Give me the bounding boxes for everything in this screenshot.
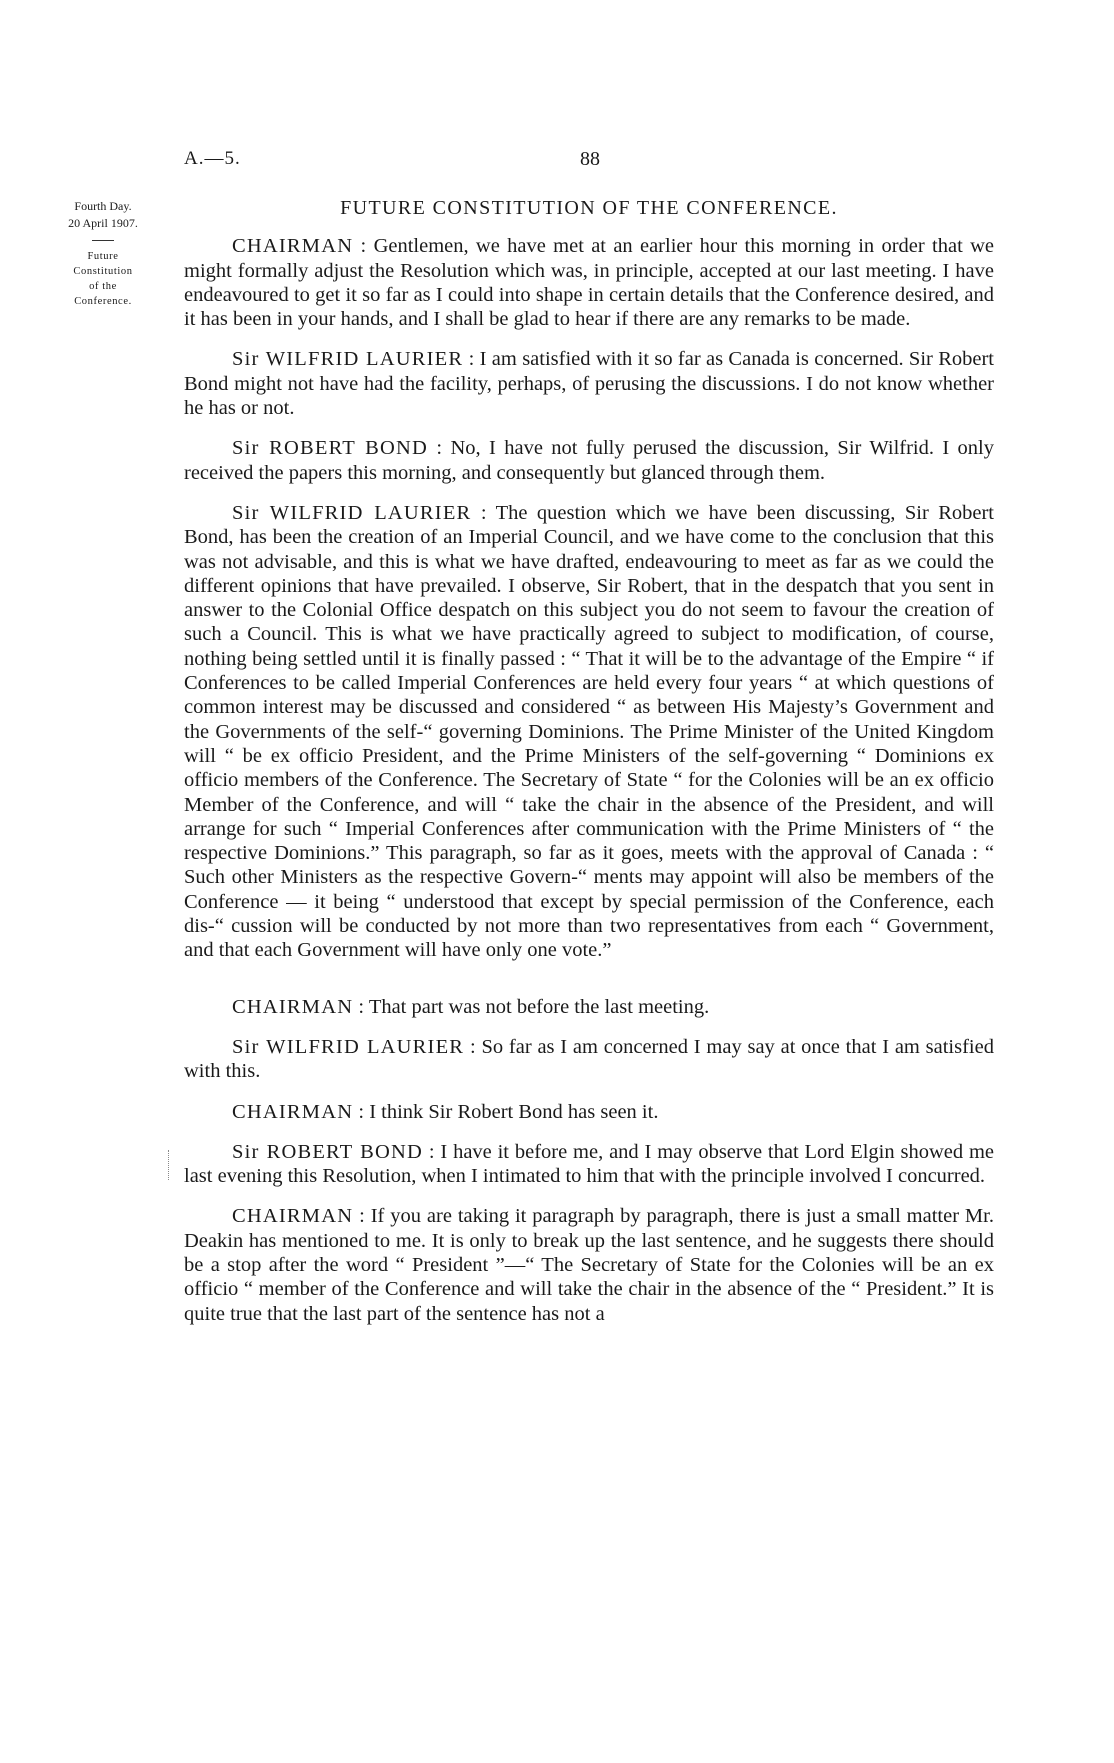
- paragraph-9: [184, 1204, 994, 1325]
- margin-subject-line2: Constitution: [73, 266, 133, 277]
- margin-subject-line3: of the: [89, 281, 117, 292]
- paragraph-1: [184, 234, 994, 331]
- page-body: [184, 196, 994, 1342]
- paragraph-text: The question which we have been discussing, Sir Robert Bond, has been the creation of an Imperial Council, and we have come to the conclusion that this was not advisable, and this is what we have drafted, endeavouring to meet as far as we could the different opinions that have prevailed. I observe, Sir Robert, that in the despatch that you sent in answer to the Colonial Office despatch on this subject you do not seem to favour the creation of such a Council. This is what we have practically agreed to subject to modification, of course, nothing being settled until it is finally passed : “ That it will be to the advantage of the Empire “ if Conferences to be called Imperial Conferences are held every four years “ at which questions of common interest may be discussed and considered “ as between His Majesty’s Government and the Governments of the self-“ governing Dominions. The Prime Minister of the United Kingdom will “ be ex officio President, and the Prime Ministers of the self-governing “ Dominions ex officio members of the Conference. The Secretary of State “ for the Colonies will be an ex officio Member of the Conference, and will “ take the chair in the absence of the President, and will arrange for such “ Imperial Conferences after communication with the Prime Ministers of “ the respective Dominions.” This paragraph, so far as it goes, meets with the approval of Canada : “ Such other Ministers as the respective Govern-“ ments may appoint will also be members of the Conference — it being “ understood that except by special permission of the Conference, each dis-“ cussion will be conducted by not more than two representatives from each “ Government, and that each Government will have only one vote.”: [184, 501, 994, 962]
- paragraph-7: [184, 1100, 994, 1124]
- paragraph-2: [184, 347, 994, 420]
- margin-subject-line4: Conference.: [74, 296, 132, 307]
- margin-divider: [92, 240, 114, 241]
- paragraph-3: [184, 436, 994, 485]
- paragraph-5: [184, 995, 994, 1019]
- speaker-separator: :: [353, 995, 369, 1018]
- margin-date: 20 April 1907.: [68, 216, 138, 230]
- paragraph-text: So far as I am concerned I may say at once that I am satisfied with this.: [184, 1035, 994, 1083]
- margin-day: Fourth Day.: [74, 199, 132, 213]
- speaker-separator: :: [463, 348, 480, 371]
- document-reference: A.—5.: [184, 148, 241, 169]
- paragraph-6: [184, 1035, 994, 1084]
- speaker-name: CHAIRMAN: [232, 995, 354, 1018]
- paragraph-text: I have it before me, and I may observe that Lord Elgin showed me last evening this Resolution, when I intimated to him that with the principle involved I concurred.: [184, 1140, 995, 1188]
- speaker-separator: :: [353, 1205, 371, 1228]
- page-number: 88: [580, 148, 600, 170]
- paragraph-text: Gentlemen, we have met at an earlier hour this morning in order that we might formally adjust the Resolution which was, in principle, accepted at our last meeting. I have endeavoured to get it so far as I could into shape in certain details that the Conference desired, and it has been in your hands, and I shall be glad to hear if there are any remarks to be made.: [184, 235, 994, 331]
- speaker-name: Sir ROBERT BOND: [232, 1140, 423, 1163]
- paragraph-text: I am satisfied with it so far as Canada is concerned. Sir Robert Bond might not have had the facility, perhaps, of perusing the discussions. I do not know whether he has or not.: [184, 348, 994, 420]
- speaker-separator: :: [428, 437, 451, 460]
- speaker-name: Sir ROBERT BOND: [232, 437, 429, 460]
- speaker-separator: :: [353, 235, 374, 258]
- speaker-name: Sir WILFRID LAURIER: [232, 348, 464, 371]
- speaker-name: CHAIRMAN: [232, 1205, 354, 1228]
- margin-note: [28, 198, 178, 309]
- paragraph-4: [184, 501, 994, 963]
- section-title: FUTURE CONSTITUTION OF THE CONFERENCE.: [340, 197, 838, 219]
- speaker-name: CHAIRMAN: [232, 235, 354, 258]
- speaker-separator: :: [422, 1140, 441, 1163]
- speaker-name: Sir WILFRID LAURIER: [232, 1035, 465, 1058]
- speaker-name: Sir WILFRID LAURIER: [232, 501, 472, 524]
- speaker-separator: :: [464, 1035, 482, 1058]
- speaker-separator: :: [471, 501, 496, 524]
- paragraph-text: If you are taking it paragraph by paragraph, there is just a small matter Mr. Deakin has mentioned to me. It is only to break up the last sentence, and he suggests there should be a stop after the word “ President ”—“ The Secretary of State for the Colonies will be an ex officio “ member of the Conference and will take the chair in the absence of the “ President.” It is quite true that the last part of the sentence has not a: [184, 1205, 994, 1325]
- margin-rule: [168, 1150, 170, 1180]
- paragraph-8: [184, 1140, 994, 1189]
- paragraph-text: No, I have not fully perused the discussion, Sir Wilfrid. I only received the papers this morning, and consequently but glanced through them.: [184, 437, 995, 484]
- margin-subject-line1: Future: [87, 251, 119, 262]
- paragraph-text: That part was not before the last meeting.: [368, 995, 710, 1018]
- speaker-separator: :: [353, 1100, 370, 1123]
- speaker-name: CHAIRMAN: [232, 1100, 354, 1123]
- paragraph-text: I think Sir Robert Bond has seen it.: [369, 1100, 659, 1123]
